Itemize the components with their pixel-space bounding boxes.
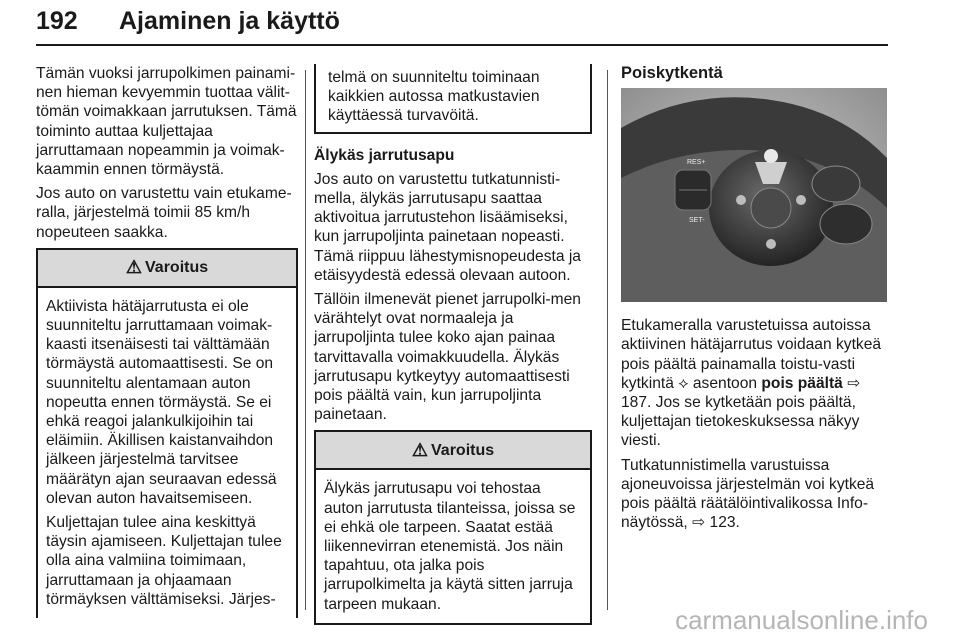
- warning-text: Aktiivista hätäjarrutusta ei ole suunniteltu jarruttamaan voimak-kaasti itsenäisesti tai välttämään törmäystä automaattisesti. Se on suunniteltu alentamaan auton nopeutta ennen törmäystä. Se ei ehkä reagoi jalankulkijoihin tai eläimiin. Äkillisen kaistanvaihdon jälkeen järjestelmä tarvitsee määrätyn ajan seuraavan edessä olevan auton havaitsemiseen.: [46, 297, 277, 507]
- warning-text: telmä on suunniteltu toiminaan kaikkien autossa matkustavien käyttäessä turvavöitä.: [328, 69, 540, 125]
- paragraph: Tutkatunnistimella varustuissa ajoneuvoissa järjestelmän voi kytkeä pois päältä räätälöintivalikossa Info-näytössä, ⇨ 123.: [621, 456, 875, 532]
- watermark: carmanualsonline.info: [675, 605, 928, 635]
- column-divider-1: [305, 70, 306, 610]
- column-1: [36, 64, 298, 618]
- warning-box: [314, 430, 592, 624]
- res-label: RES+: [687, 159, 706, 167]
- switch-icon: ⟡: [678, 374, 689, 392]
- warning-text: Kuljettajan tulee aina keskittyä täysin ajamiseen. Kuljettajan tulee olla aina valmiina toimimaan, jarruttamaan ja ohjaamaan törmäyksen välttämiseksi. Järjes-: [46, 514, 282, 608]
- warning-body: [316, 470, 590, 622]
- page-reference-icon: ⇨: [847, 374, 861, 392]
- section-title: Poiskytkentä: [621, 64, 723, 82]
- warning-triangle-icon: ⚠: [411, 439, 428, 460]
- page-header: [36, 4, 888, 48]
- steering-wheel-controls-photo: [621, 88, 887, 302]
- subsection-title: Älykäs jarrutusapu: [314, 146, 455, 164]
- warning-title: Varoitus: [431, 441, 495, 459]
- paragraph: Jos auto on varustettu vain etukame-ralla, järjestelmä toimii 85 km/h nopeuteen saakka.: [36, 185, 292, 241]
- page-reference-icon: ⇨: [692, 514, 706, 532]
- paragraph: Tämän vuoksi jarrupolkimen painami-nen hieman kevyemmin tuottaa välit-tömän voimakkaan jarrutuksen. Tämä toiminto auttaa kuljettajaa jarruttamaan nopeammin ja voimak-kaammin ennen törmäystä.: [36, 65, 297, 179]
- paragraph: Etukameralla varustetuissa autoissa aktiivinen hätäjarrutus voidaan kytkeä pois päältä painamalla toistu-vasti kytkintä ⟡ asentoon pois päältä ⇨ 187. Jos se kytketään pois päältä, kuljettajan tietokeskuksessa näkyy viesti.: [621, 317, 882, 450]
- warning-triangle-icon: ⚠: [125, 257, 142, 278]
- warning-title: Varoitus: [145, 259, 209, 277]
- header-rule: [36, 44, 888, 46]
- warning-text: Älykäs jarrutusapu voi tehostaa auton jarrutusta tilanteissa, joissa se ei ehkä ole tarpeen. Saatat estää liikennevirran etenemistä. Jos näin tapahtuu, ota jalka pois jarrupolkimelta ja käytä sitten jarruja tarpeen mukaan.: [324, 480, 576, 613]
- paragraph: Jos auto on varustettu tutkatunnisti-mella, älykäs jarrutusapu saattaa aktivoitua jarrutustehon lisäämiseksi, kun jarrupoljinta painetaan nopeasti. Tämä riippuu lähestymisnopeudesta ja etäisyydestä edessä olevaan autoon.: [314, 170, 581, 284]
- warning-box-continued: [314, 64, 592, 134]
- set-label: SET-: [689, 217, 705, 225]
- warning-header: [316, 432, 590, 470]
- page-number: 192: [36, 7, 78, 35]
- column-divider-2: [607, 70, 608, 610]
- page-title: Ajaminen ja käyttö: [119, 7, 340, 35]
- warning-box: [36, 248, 298, 618]
- warning-header: [38, 250, 296, 288]
- paragraph: Tällöin ilmenevät pienet jarrupolki-men värähtelyt ovat normaaleja ja jarrupoljinta tulee koko ajan painaa tarvittavalla voimakkuudella. Älykäs jarrutusapu kytkeytyy automaattisesti pois päältä vain, kun jarrupoljinta painetaan.: [314, 291, 581, 424]
- warning-body: [38, 288, 296, 618]
- column-3: [621, 64, 887, 537]
- column-2: [314, 64, 592, 625]
